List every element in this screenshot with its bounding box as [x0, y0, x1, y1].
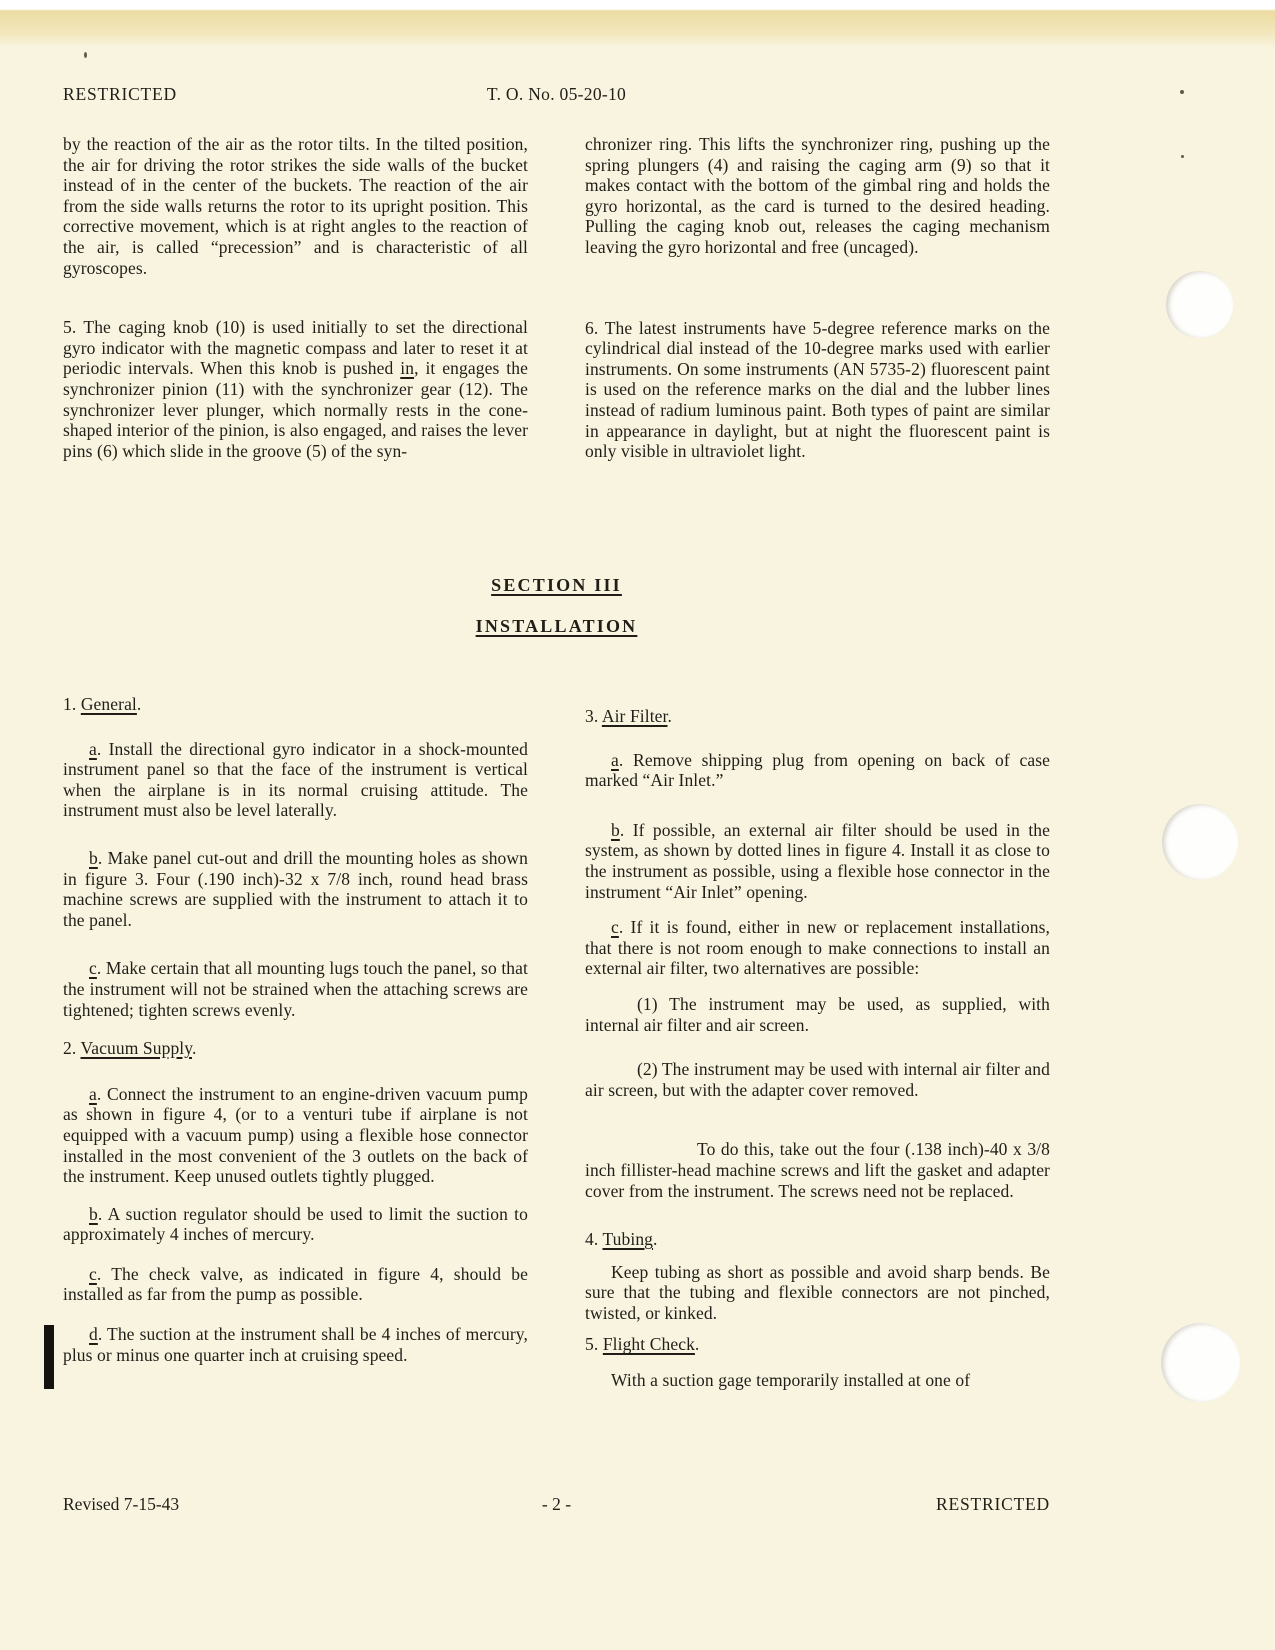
paragraph-5-underlined-word: in [400, 358, 415, 379]
punch-hole [1161, 1323, 1240, 1402]
revision-change-bar [44, 1325, 54, 1389]
classification-banner-top: RESTRICTED [63, 84, 177, 104]
para-filter-todo: To do this, take out the four (.138 inch)-40 x 3/8 inch fillister-head machine screws and lift the gasket and adapter cover from the instrument. The screws need not be replaced. [585, 1139, 1050, 1201]
heading-number: 4. [585, 1229, 599, 1250]
heading-tubing: 4. Tubing. [585, 1229, 658, 1250]
heading-number: 1. [63, 694, 77, 714]
para-filter-option-2: (2) The instrument may be used with internal air filter and air screen, but with the adapter cover removed. [585, 1059, 1050, 1100]
install-left-column [63, 694, 528, 1391]
para-lead-letter: a [611, 749, 619, 770]
scan-speck [1180, 90, 1184, 94]
para-general-a: a. Install the directional gyro indicator in a shock-mounted instrument panel so that the face of the instrument is vertical when the airplane is in its normal cruising attitude. The instrument must also be level laterally. [63, 738, 528, 821]
para-filter-option-1: (1) The instrument may be used, as supplied, with internal air filter and air screen. [585, 993, 1050, 1035]
paragraph-continuation-right: chronizer ring. This lifts the synchronizer ring, pushing up the spring plungers (4) and raising the caging arm (9) so that it makes contact with the bottom of the gimbal ring and holds the gyro horizontal, as the card is turned to the desired heading. Pulling the caging knob out, releases the caging mechanism leaving the gyro horizontal and free (uncaged). [585, 134, 1050, 257]
para-lead-letter: c [89, 1263, 97, 1284]
heading-title: Vacuum Supply [80, 1038, 192, 1059]
punch-hole [1166, 271, 1233, 338]
para-lead-letter: a [89, 738, 97, 759]
heading-air-filter: 3. Air Filter. [585, 706, 672, 726]
scan-speck [84, 52, 87, 58]
heading-number: 3. [585, 706, 599, 726]
para-tubing: Keep tubing as short as possible and avoid sharp bends. Be sure that the tubing and flexible connectors are not pinched, twisted, or kinked. [585, 1261, 1050, 1323]
heading-vacuum-supply: 2. Vacuum Supply. [63, 1038, 197, 1059]
section-title: INSTALLATION [475, 615, 638, 636]
intro-section [63, 134, 1050, 462]
scan-speck [1181, 155, 1184, 158]
heading-title: General [80, 694, 137, 714]
para-filter-c: c. If it is found, either in new or replacement installations, that there is not room enough to make connections to install an external air filter, two alternatives are possible: [585, 917, 1050, 979]
section-heading [63, 575, 1050, 636]
punch-hole [1162, 804, 1238, 880]
para-flight-check: With a suction gage temporarily installed at one of [611, 1370, 971, 1391]
heading-number: 2. [63, 1038, 77, 1059]
paragraph-5-text-cont: , it engages the synchronizer pinion (11) with the synchronizer gear (12). The synchronizer lever plunger, which normally rests in the cone-shaped interior of the pinion, is also engaged, and raises the lever pins (6) which slide in the groove (5) of the syn- [63, 358, 528, 461]
heading-number: 5. [585, 1334, 599, 1355]
para-lead-letter: c [611, 917, 619, 938]
heading-flight-check: 5. Flight Check. [585, 1334, 700, 1355]
page-footer [63, 1494, 1050, 1518]
para-lead-letter: a [89, 1083, 97, 1104]
doc-number: T. O. No. 05-20-10 [486, 84, 627, 104]
section-label: SECTION III [491, 575, 622, 595]
installation-section [63, 694, 1050, 1391]
classification-banner-bottom: RESTRICTED [936, 1494, 1050, 1514]
para-lead-letter: d [89, 1324, 98, 1345]
page-top-edge [0, 0, 1275, 48]
heading-title: Flight Check [602, 1334, 695, 1355]
para-filter-b: b. If possible, an external air filter should be used in the system, as shown by dotted lines in figure 4. Install it as close to the instrument as possible, using a flexible hose connector in the instrument “Air Inlet” opening. [585, 819, 1050, 902]
heading-title: Tubing [602, 1229, 654, 1250]
para-vacuum-b: b. A suction regulator should be used to limit the suction to approximately 4 inches of mercury. [63, 1203, 528, 1245]
paragraph-5 [63, 317, 528, 461]
para-general-b: b. Make panel cut-out and drill the mounting holes as shown in figure 3. Four (.190 inch)-32 x 7/8 inch, round head brass machine screws are supplied with the instrument to attach it to the panel. [63, 847, 528, 930]
para-lead-letter: b [89, 1203, 98, 1224]
paragraph-continuation-left: by the reaction of the air as the rotor tilts. In the tilted position, the air for driving the rotor strikes the side walls of the bucket instead of in the center of the buckets. The reaction of the air from the side walls returns the rotor to its upright position. This corrective movement, which is at right angles to the reaction of the air, is called “precession” and is characteristic of all gyroscopes. [63, 134, 528, 278]
para-general-c: c. Make certain that all mounting lugs touch the panel, so that the instrument will not be strained when the attaching screws are tightened; tighten screws evenly. [63, 958, 528, 1020]
page-number: - 2 - [541, 1494, 572, 1514]
para-lead-letter: c [89, 958, 97, 979]
para-vacuum-d: d. The suction at the instrument shall be 4 inches of mercury, plus or minus one quarter inch at cruising speed. [63, 1324, 528, 1365]
intro-right-column [585, 134, 1050, 462]
para-filter-a: a. Remove shipping plug from opening on back of case marked “Air Inlet.” [585, 749, 1050, 791]
heading-general: 1. General. [63, 694, 142, 714]
para-vacuum-a: a. Connect the instrument to an engine-driven vacuum pump as shown in figure 4, (or to a venturi tube if airplane is not equipped with a vacuum pump) using a flexible hose connector installed in the most convenient of the 3 outlets on the back of the instrument. Keep unused outlets tightly plugged. [63, 1083, 528, 1187]
intro-left-column [63, 134, 528, 462]
para-vacuum-c: c. The check valve, as indicated in figure 4, should be installed as far from the pump as possible. [63, 1263, 528, 1305]
para-lead-letter: b [89, 847, 98, 868]
para-lead-letter: b [611, 819, 620, 840]
heading-title: Air Filter [601, 706, 668, 726]
install-right-column [585, 694, 1050, 1391]
paragraph-5-text: 5. The caging knob (10) is used initially to set the directional gyro indicator with the magnetic compass and later to reset it at periodic intervals. When this knob is pushed [63, 317, 528, 379]
page-header [63, 84, 1050, 108]
paragraph-6: 6. The latest instruments have 5-degree reference marks on the cylindrical dial instead of the 10-degree marks used with earlier instruments. On some instruments (AN 5735-2) fluorescent paint is used on the reference marks on the dial and the lubber lines instead of radium luminous paint. Both types of paint are similar in appearance in daylight, but at night the fluorescent paint is only visible in ultraviolet light. [585, 317, 1050, 462]
revision-date: Revised 7-15-43 [63, 1494, 180, 1514]
